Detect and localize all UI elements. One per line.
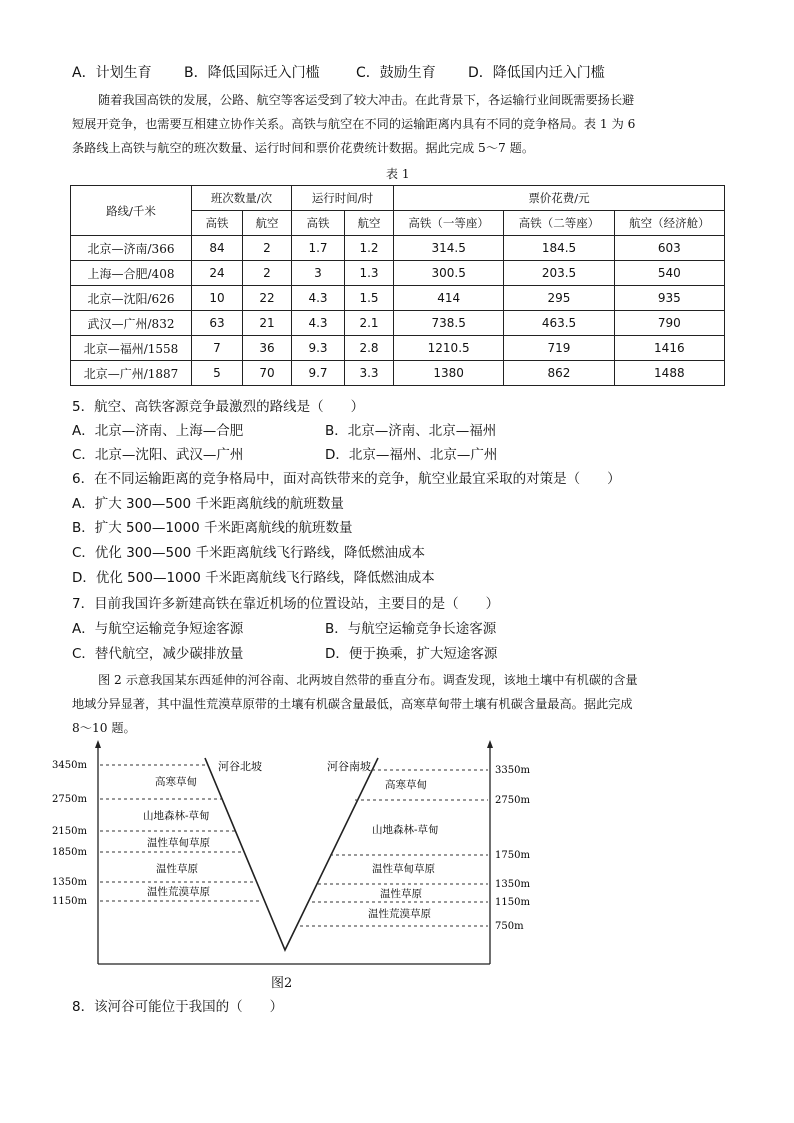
th-count: 班次数量/次 (192, 186, 292, 211)
value-cell: 1210.5 (394, 336, 504, 361)
value-cell: 10 (192, 286, 243, 311)
th-price: 票价花费/元 (394, 186, 725, 211)
value-cell: 1380 (394, 361, 504, 386)
th-sub: 航空 (345, 211, 394, 236)
route-cell: 北京—沈阳/626 (71, 286, 192, 311)
value-cell: 22 (243, 286, 292, 311)
value-cell: 4.3 (292, 311, 345, 336)
right-axis-arrow (487, 740, 493, 748)
q4-option-c: C．鼓励生育 (356, 65, 436, 81)
q8-stem: 8．该河谷可能位于我国的（ ） (72, 999, 284, 1015)
value-cell: 203.5 (504, 261, 614, 286)
route-cell: 北京—济南/366 (71, 236, 192, 261)
south-zones (368, 778, 439, 920)
value-cell: 184.5 (504, 236, 614, 261)
q6-option-b: B．扩大 500—1000 千米距离航线的航班数量 (72, 520, 353, 536)
value-cell: 790 (614, 311, 724, 336)
value-cell: 295 (504, 286, 614, 311)
north-tick: 1350m (52, 877, 87, 888)
value-cell: 314.5 (394, 236, 504, 261)
south-tick: 1150m (495, 897, 530, 908)
value-cell: 1.5 (345, 286, 394, 311)
value-cell: 1.7 (292, 236, 345, 261)
figure-caption: 图2 (271, 976, 293, 991)
table-row (71, 336, 725, 361)
north-zones (143, 775, 210, 898)
south-zone: 山地森林-草甸 (372, 824, 439, 836)
value-cell: 719 (504, 336, 614, 361)
north-tick: 3450m (52, 760, 87, 771)
q5-option-d: D．北京—福州、北京—广州 (325, 447, 498, 463)
q7-option-b: B．与航空运输竞争长途客源 (325, 621, 497, 637)
q6-option-d: D．优化 500—1000 千米距离航线飞行路线，降低燃油成本 (72, 570, 435, 586)
value-cell: 9.7 (292, 361, 345, 386)
value-cell: 3 (292, 261, 345, 286)
table-row (71, 286, 725, 311)
value-cell: 1.3 (345, 261, 394, 286)
th-route: 路线/千米 (71, 186, 192, 236)
value-cell: 2 (243, 236, 292, 261)
th-sub: 高铁（二等座） (504, 211, 614, 236)
q7-stem: 7．目前我国许多新建高铁在靠近机场的位置设站，主要目的是（ ） (72, 596, 500, 612)
q5-stem: 5．航空、高铁客源竞争最激烈的路线是（ ） (72, 399, 365, 415)
value-cell: 7 (192, 336, 243, 361)
value-cell: 24 (192, 261, 243, 286)
north-tick: 2750m (52, 794, 87, 805)
data-table (70, 185, 725, 386)
south-zone: 温性荒漠草原 (368, 908, 431, 920)
intro2-line2: 地域分异显著，其中温性荒漠草原带的土壤有机碳含量最低，高寒草甸带土壤有机碳含量最高。据此完成 (72, 697, 633, 711)
intro1-line1: 随着我国高铁的发展，公路、航空等客运受到了较大冲击。在此背景下，各运输行业间既需要扬长避 (98, 93, 635, 107)
south-tick: 1350m (495, 879, 530, 890)
q5-option-c: C．北京—沈阳、武汉—广州 (72, 447, 244, 463)
q7-option-d: D．便于换乘，扩大短途客源 (325, 646, 498, 662)
value-cell: 9.3 (292, 336, 345, 361)
value-cell: 2.8 (345, 336, 394, 361)
value-cell: 1416 (614, 336, 724, 361)
south-boundaries (300, 770, 488, 926)
north-tick: 1150m (52, 896, 87, 907)
south-tick: 2750m (495, 795, 530, 806)
value-cell: 463.5 (504, 311, 614, 336)
value-cell: 4.3 (292, 286, 345, 311)
th-sub: 高铁（一等座） (394, 211, 504, 236)
table-row (71, 236, 725, 261)
route-cell: 北京—广州/1887 (71, 361, 192, 386)
value-cell: 36 (243, 336, 292, 361)
north-zone: 高寒草甸 (155, 776, 197, 788)
table-caption: 表 1 (386, 167, 410, 181)
q4-option-d: D．降低国内迁入门槛 (468, 65, 605, 81)
north-slope-label: 河谷北坡 (218, 760, 262, 773)
intro1-line3: 条路线上高铁与航空的班次数量、运行时间和票价花费统计数据。据此完成 5～7 题。 (72, 141, 535, 155)
route-cell: 北京—福州/1558 (71, 336, 192, 361)
north-ticks (52, 760, 87, 907)
q6-option-a: A．扩大 300—500 千米距离航线的航班数量 (72, 496, 344, 512)
south-ticks (495, 765, 530, 932)
value-cell: 300.5 (394, 261, 504, 286)
q4-options (72, 63, 605, 83)
value-cell: 84 (192, 236, 243, 261)
q4-option-a: A．计划生育 (72, 65, 152, 81)
q7-option-a: A．与航空运输竞争短途客源 (72, 621, 244, 637)
value-cell: 2 (243, 261, 292, 286)
th-sub: 航空（经济舱） (614, 211, 724, 236)
north-zone: 山地森林-草甸 (143, 810, 210, 822)
q5-option-a: A．北京—济南、上海—合肥 (72, 423, 244, 439)
south-slope-label: 河谷南坡 (327, 760, 371, 773)
value-cell: 5 (192, 361, 243, 386)
route-cell: 上海—合肥/408 (71, 261, 192, 286)
intro2-line3: 8～10 题。 (72, 721, 136, 735)
left-axis-arrow (95, 740, 101, 748)
north-tick: 1850m (52, 847, 87, 858)
value-cell: 935 (614, 286, 724, 311)
value-cell: 738.5 (394, 311, 504, 336)
south-tick: 1750m (495, 850, 530, 861)
valley-profile (205, 758, 378, 950)
table-row (71, 361, 725, 386)
th-sub: 航空 (243, 211, 292, 236)
value-cell: 2.1 (345, 311, 394, 336)
q7-option-c: C．替代航空，减少碳排放量 (72, 646, 244, 662)
south-zone: 高寒草甸 (385, 779, 427, 791)
q5-option-b: B．北京—济南、北京—福州 (325, 423, 497, 439)
north-zone: 温性草甸草原 (147, 837, 210, 849)
value-cell: 21 (243, 311, 292, 336)
north-zone: 温性草原 (156, 863, 198, 875)
q4-option-b: B．降低国际迁入门槛 (184, 65, 320, 81)
th-sub: 高铁 (192, 211, 243, 236)
south-tick: 3350m (495, 765, 530, 776)
value-cell: 414 (394, 286, 504, 311)
table-row (71, 311, 725, 336)
value-cell: 3.3 (345, 361, 394, 386)
value-cell: 63 (192, 311, 243, 336)
value-cell: 540 (614, 261, 724, 286)
south-zone: 温性草原 (380, 888, 422, 900)
q6-option-c: C．优化 300—500 千米距离航线飞行路线，降低燃油成本 (72, 545, 426, 561)
value-cell: 603 (614, 236, 724, 261)
south-tick: 750m (495, 921, 524, 932)
route-cell: 武汉—广州/832 (71, 311, 192, 336)
figure-2 (0, 740, 794, 1000)
table-row (71, 261, 725, 286)
south-zone: 温性草甸草原 (372, 863, 435, 875)
th-sub: 高铁 (292, 211, 345, 236)
value-cell: 862 (504, 361, 614, 386)
th-time: 运行时间/时 (292, 186, 394, 211)
value-cell: 70 (243, 361, 292, 386)
q6-stem: 6．在不同运输距离的竞争格局中，面对高铁带来的竞争，航空业最宜采取的对策是（ ） (72, 471, 621, 487)
intro1-line2: 短展开竞争，也需要互相建立协作关系。高铁与航空在不同的运输距离内具有不同的竞争格局。表 1 为 6 (72, 117, 636, 131)
north-tick: 2150m (52, 826, 87, 837)
intro2-line1: 图 2 示意我国某东西延伸的河谷南、北两坡自然带的垂直分布。调查发现，该地土壤中有机碳的含量 (98, 673, 638, 687)
value-cell: 1.2 (345, 236, 394, 261)
north-zone: 温性荒漠草原 (147, 886, 210, 898)
value-cell: 1488 (614, 361, 724, 386)
